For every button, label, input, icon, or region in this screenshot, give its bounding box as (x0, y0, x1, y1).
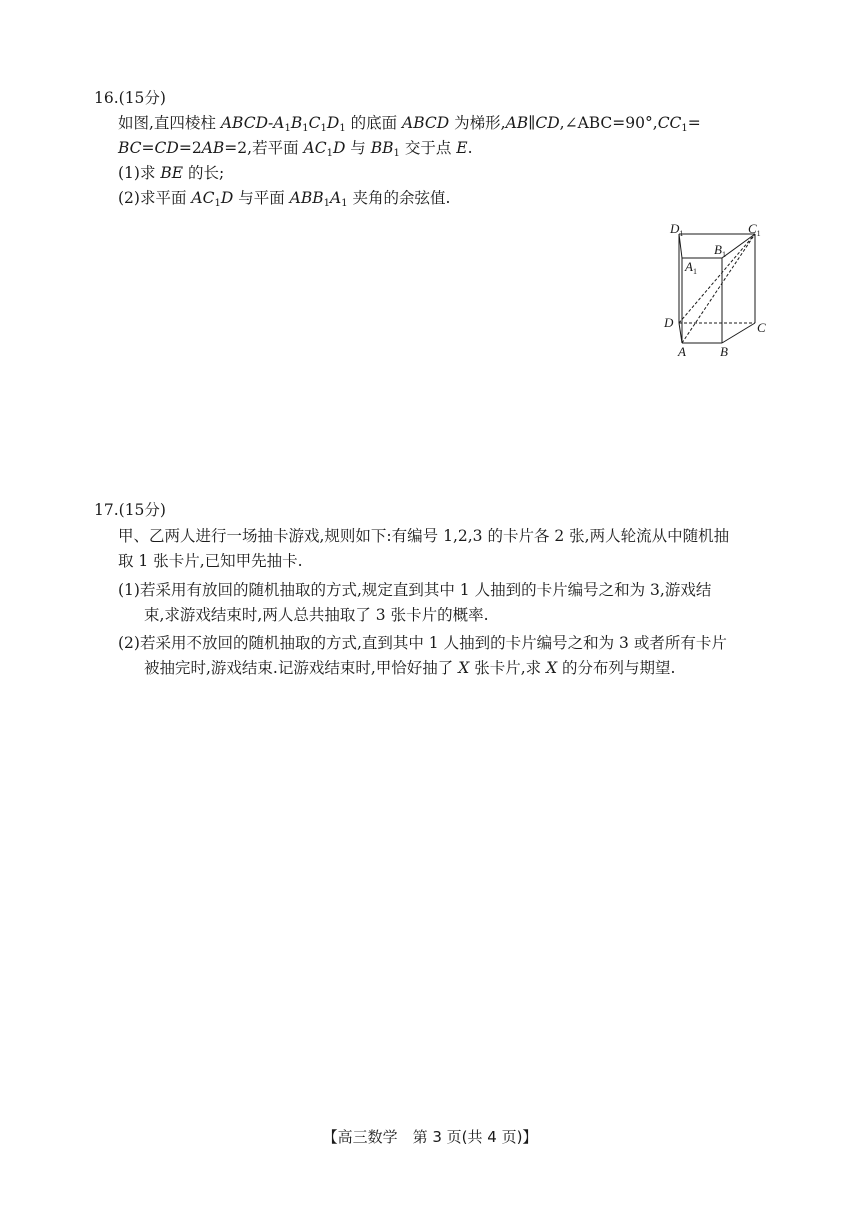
q17-header: 17.(15分) (94, 501, 166, 519)
page-footer: 【高三数学 第 3 页(共 4 页)】 (322, 1128, 538, 1146)
edge-B-C (722, 323, 755, 343)
q17-sub-1-line-1: (1)若采用有放回的随机抽取的方式,规定直到其中 1 人抽到的卡片编号之和为 3,游戏结 (118, 581, 712, 599)
edge-B1-C1 (722, 234, 755, 258)
q16-sub-1: (1)求 BE 的长; (118, 164, 225, 182)
q17-paragraph-line-1: 甲、乙两人进行一场抽卡游戏,规则如下:有编号 1,2,3 的卡片各 2 张,两人轮流从中随机抽 (118, 527, 730, 545)
q16-line-2: BC=CD=2AB=2,若平面 $AC_1D$ 与 $BB_1$ 交于点 E. (118, 139, 473, 159)
q16-sub-2: (2)求平面 $AC_1D$ 与平面 $ABB_1A_1$ 夹角的余弦值. (118, 189, 451, 209)
label-B: B (720, 344, 728, 359)
label-A: A (678, 344, 686, 359)
label-A1: $A_1$ (685, 259, 697, 276)
q17-sub-2-line-1: (2)若采用不放回的随机抽取的方式,直到其中 1 人抽到的卡片编号之和为 3 或者所有卡片 (118, 634, 727, 652)
label-D1: $D_1$ (670, 222, 684, 238)
q17-sub-1-line-2: 束,求游戏结束时,两人总共抽取了 3 张卡片的概率. (144, 606, 489, 624)
label-C: C (757, 320, 766, 335)
q16-header: 16.(15分) (94, 89, 166, 107)
q17-paragraph-line-2: 取 1 张卡片,已知甲先抽卡. (118, 552, 303, 570)
prism-figure (660, 222, 775, 362)
q16-line-1: 如图,直四棱柱 ABCD-$A_1B_1C_1D_1$ 的底面 ABCD 为梯形$,AB\parallel CD,\angle ABC=90^\circ,CC_1=$ (118, 114, 701, 134)
label-B1: $B_1$ (714, 242, 726, 259)
label-D: D (664, 315, 674, 330)
label-C1: $C_1$ (748, 222, 761, 238)
q17-sub-2-line-2: 被抽完时,游戏结束.记游戏结束时,甲恰好抽了 X 张卡片,求 X 的分布列与期望. (144, 659, 676, 677)
